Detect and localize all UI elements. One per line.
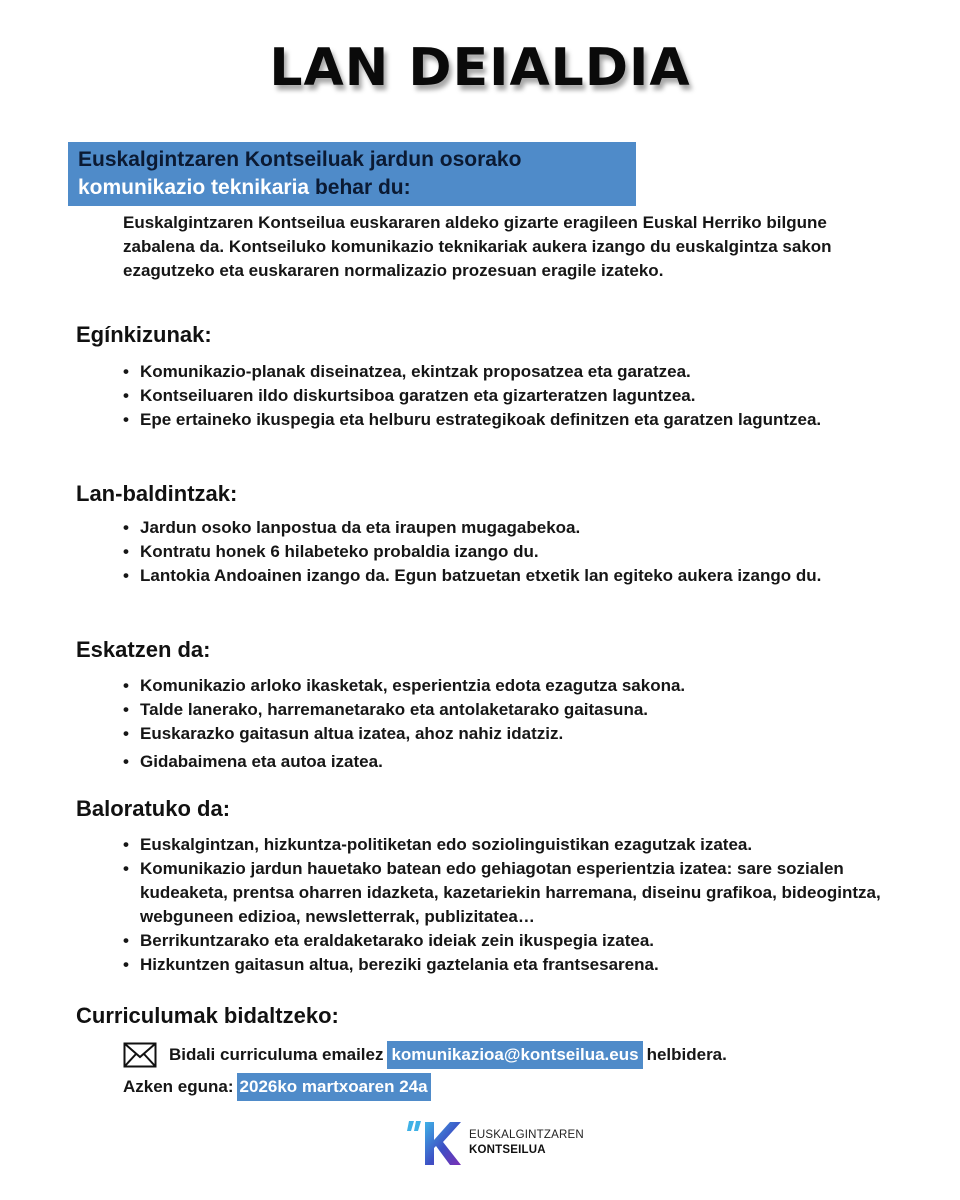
headline-part2: behar du: (314, 176, 411, 199)
requirements-list (123, 674, 883, 774)
envelope-icon (123, 1042, 157, 1068)
deadline-date: 2026ko martxoaren 24a (237, 1073, 431, 1101)
deadline-line (123, 1073, 431, 1101)
kontseilua-logo (403, 1118, 584, 1168)
list-item: • Jardun osoko lanpostua da eta iraupen mugagabekoa. (123, 516, 883, 540)
tasks-list (123, 360, 883, 432)
headline-part1: Euskalgintzaren Kontseiluak jardun osorako (78, 148, 522, 171)
list-item: • Kontseiluaren ildo diskurtsiboa garatzen eta gizarteratzen laguntzea. (123, 384, 883, 408)
section-title-valued: Baloratuko da: (76, 796, 231, 821)
section-title-requirements: Eskatzen da: (76, 637, 211, 662)
email-link[interactable]: komunikazioa@kontseilua.eus (387, 1041, 642, 1069)
list-item: • Komunikazio jardun hauetako batean edo gehiagotan esperientzia izatea: sare sozialen kudeaketa, prentsa oharren idazketa, kazetariekin harremana, diseinu grafikoa, bideogintza, webguneen edizioa, newsletterrak, publizitatea… (123, 857, 883, 929)
list-item: • Talde lanerako, harremanetarako eta antolaketarako gaitasuna. (123, 698, 883, 722)
cv-send-prefix: Bidali curriculuma emailez (169, 1045, 384, 1064)
list-item: • Euskalgintzan, hizkuntza-politiketan edo soziolinguistikan ezagutzak izatea. (123, 833, 883, 857)
list-item: • Kontratu honek 6 hilabeteko probaldia izango du. (123, 540, 883, 564)
headline-banner (68, 142, 636, 206)
headline-highlight: komunikazio teknikaria (78, 176, 310, 199)
intro-paragraph: Euskalgintzaren Kontseilua euskararen aldeko gizarte eragileen Euskal Herriko bilgune zabalena da. Kontseiluko komunikazio teknikariak aukera izango du euskalgintza sakon ezagutzeko eta euskararen normalizazio prozesuan eragile izateko. (123, 213, 832, 280)
section-title-cv: Curriculumak bidaltzeko: (76, 1003, 339, 1028)
cv-send-suffix: helbidera. (646, 1045, 727, 1064)
list-item: • Komunikazio-planak diseinatzea, ekintzak proposatzea eta garatzea. (123, 360, 883, 384)
conditions-list (123, 516, 883, 588)
page-title: LAN DEIALDIA (269, 38, 691, 98)
valued-list (123, 833, 883, 977)
logo-line1: EUSKALGINTZAREN (469, 1129, 584, 1141)
kontseilua-logo-mark (403, 1118, 463, 1168)
logo-line2: KONTSEILUA (469, 1144, 546, 1156)
section-title-tasks: Egínkizunak: (76, 322, 212, 347)
list-item: • Hizkuntzen gaitasun altua, bereziki gaztelania eta frantsesarena. (123, 953, 883, 977)
list-item: • Berrikuntzarako eta eraldaketarako ideiak zein ikuspegia izatea. (123, 929, 883, 953)
list-item: • Epe ertaineko ikuspegia eta helburu estrategikoak definitzen eta garatzen laguntzea. (123, 408, 883, 432)
section-title-conditions: Lan-baldintzak: (76, 481, 238, 506)
cv-send-line (123, 1040, 727, 1070)
list-item: • Gidabaimena eta autoa izatea. (123, 750, 883, 774)
deadline-label: Azken eguna: (123, 1077, 234, 1096)
list-item: • Euskarazko gaitasun altua izatea, ahoz nahiz idatziz. (123, 722, 883, 746)
list-item: • Komunikazio arloko ikasketak, esperientzia edota ezagutza sakona. (123, 674, 883, 698)
list-item: • Lantokia Andoainen izango da. Egun batzuetan etxetik lan egiteko aukera izango du. (123, 564, 883, 588)
